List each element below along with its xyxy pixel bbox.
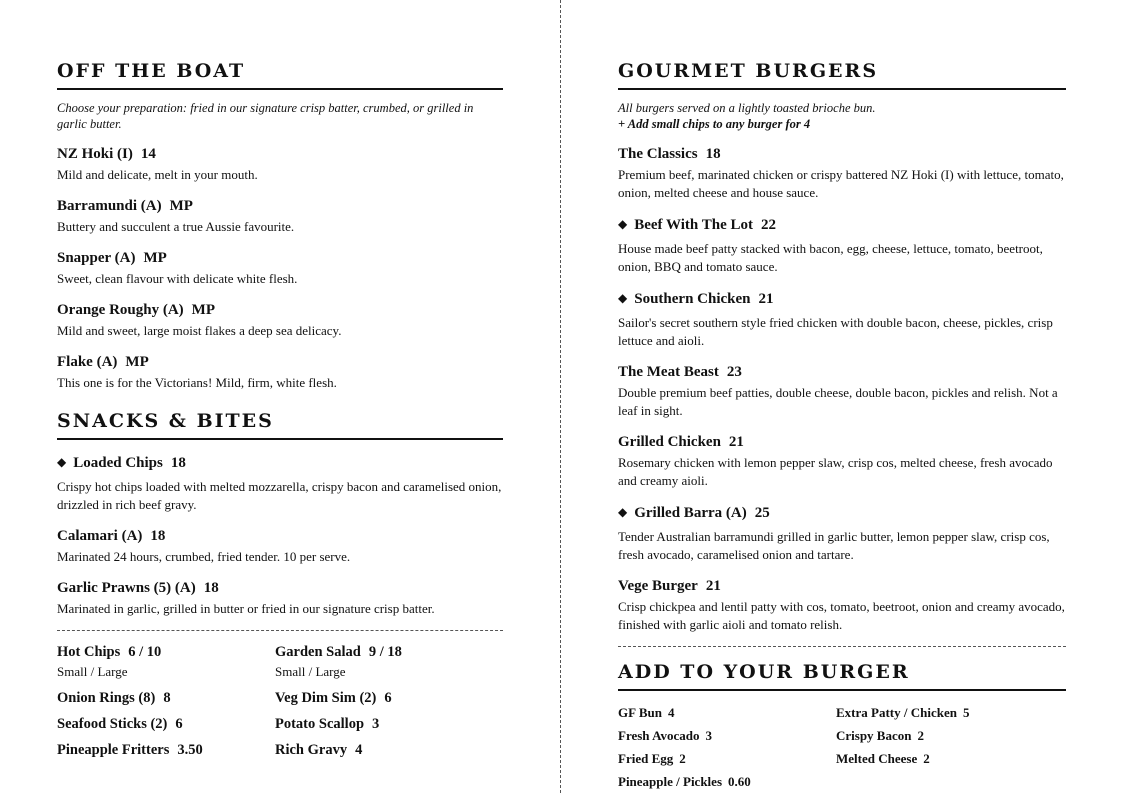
item-description: This one is for the Victorians! Mild, firm, white flesh. — [57, 375, 337, 390]
item-name: Barramundi (A) — [57, 198, 162, 214]
item-description: Buttery and succulent a true Aussie favourite. — [57, 219, 295, 234]
menu-item — [57, 197, 503, 236]
item-price: MP — [125, 354, 149, 370]
item-price: 14 — [140, 146, 156, 162]
item-price: 3 — [372, 716, 380, 732]
side-item — [57, 715, 275, 733]
addon-item — [836, 727, 1054, 744]
item-price: 23 — [726, 364, 742, 380]
item-description: Sailor's secret southern style fried chicken with double bacon, cheese, pickles, crisp lettuce and aioli. — [618, 315, 1053, 348]
item-price: 2 — [917, 728, 924, 743]
item-name: Extra Patty / Chicken — [836, 705, 957, 720]
item-name: Hot Chips — [57, 644, 121, 660]
item-name: Crispy Bacon — [836, 728, 912, 743]
item-name: Seafood Sticks (2) — [57, 716, 168, 732]
item-price: 3 — [705, 728, 712, 743]
item-name: Beef With The Lot — [634, 217, 753, 233]
item-price: 18 — [705, 146, 721, 162]
item-name: Melted Cheese — [836, 751, 918, 766]
item-description: Marinated in garlic, grilled in butter or fried in our signature crisp batter. — [57, 601, 435, 616]
section-title-add-to-burger: ADD TO YOUR BURGER — [618, 661, 1066, 691]
addon-item — [618, 773, 836, 790]
item-price: 6 / 10 — [128, 644, 162, 660]
addon-item — [618, 727, 836, 744]
menu-item-featured — [618, 215, 1066, 276]
item-price: 2 — [923, 751, 930, 766]
menu-item-featured — [618, 289, 1066, 350]
side-item — [275, 715, 493, 733]
side-item — [275, 643, 493, 681]
item-name: The Classics — [618, 146, 698, 162]
diamond-icon: ◆ — [618, 217, 628, 231]
item-name: Rich Gravy — [275, 742, 348, 758]
item-description: Mild and delicate, melt in your mouth. — [57, 167, 258, 182]
item-price: 18 — [203, 580, 219, 596]
item-name: The Meat Beast — [618, 364, 719, 380]
left-column — [57, 60, 503, 767]
section-intro: Choose your preparation: fried in our signature crisp batter, crumbed, or grilled in garlic butter. — [57, 101, 474, 131]
item-name: Orange Roughy (A) — [57, 302, 184, 318]
item-name: Veg Dim Sim (2) — [275, 690, 377, 706]
item-size-note: Small / Large — [57, 664, 128, 679]
item-description: Double premium beef patties, double cheese, double bacon, pickles and relish. Not a leaf in sight. — [618, 385, 1058, 418]
item-name: Garden Salad — [275, 644, 361, 660]
item-price: 4 — [355, 742, 363, 758]
item-name: Garlic Prawns (5) (A) — [57, 580, 196, 596]
menu-item — [57, 301, 503, 340]
item-price: 21 — [705, 578, 721, 594]
addon-item — [618, 704, 836, 721]
item-name: Southern Chicken — [634, 291, 751, 307]
menu-item — [57, 353, 503, 392]
item-price: 6 — [384, 690, 392, 706]
item-name: Grilled Chicken — [618, 434, 721, 450]
item-name: Fresh Avocado — [618, 728, 700, 743]
item-price: MP — [191, 302, 215, 318]
item-price: 18 — [150, 528, 166, 544]
item-description: Marinated 24 hours, crumbed, fried tender. 10 per serve. — [57, 549, 351, 564]
item-description: Crisp chickpea and lentil patty with cos, tomato, beetroot, onion and creamy avocado, finished with garlic aioli and tomato relish. — [618, 599, 1065, 632]
menu-item — [57, 579, 503, 618]
item-price: 4 — [667, 705, 675, 720]
item-name: Calamari (A) — [57, 528, 143, 544]
right-column — [618, 60, 1066, 790]
addon-item — [618, 750, 836, 767]
item-price: 21 — [728, 434, 744, 450]
menu-item — [57, 249, 503, 288]
item-price: 25 — [754, 505, 770, 521]
item-price: MP — [143, 250, 167, 266]
item-description: Rosemary chicken with lemon pepper slaw, crisp cos, melted cheese, fresh avocado and creamy aioli. — [618, 455, 1053, 488]
item-description: Tender Australian barramundi grilled in garlic butter, lemon pepper slaw, crisp cos, fresh avocado, caramelised onion and tartare. — [618, 529, 1050, 562]
side-item — [57, 741, 275, 759]
dashed-separator — [618, 646, 1066, 647]
item-price: 5 — [962, 705, 970, 720]
menu-item — [57, 527, 503, 566]
side-item — [57, 689, 275, 707]
item-size-note: Small / Large — [275, 664, 346, 679]
menu-item — [618, 577, 1066, 634]
diamond-icon: ◆ — [618, 291, 628, 305]
item-name: GF Bun — [618, 705, 662, 720]
item-description: House made beef patty stacked with bacon, egg, cheese, lettuce, tomato, beetroot, onion, BBQ and tomato sauce. — [618, 241, 1043, 274]
item-description: Sweet, clean flavour with delicate white flesh. — [57, 271, 298, 286]
item-price: 0.60 — [728, 774, 751, 789]
diamond-icon: ◆ — [618, 505, 628, 519]
item-name: Pineapple / Pickles — [618, 774, 722, 789]
menu-item — [618, 145, 1066, 202]
intro-chips-note: + Add small chips to any burger for 4 — [618, 117, 811, 131]
item-name: Pineapple Fritters — [57, 742, 170, 758]
menu-item — [618, 363, 1066, 420]
sides-grid — [57, 643, 503, 767]
menu-item — [618, 433, 1066, 490]
item-name: Vege Burger — [618, 578, 698, 594]
page-divider — [560, 0, 561, 793]
side-item — [275, 689, 493, 707]
item-name: Snapper (A) — [57, 250, 136, 266]
item-price: 18 — [170, 455, 186, 471]
item-name: Flake (A) — [57, 354, 118, 370]
side-item — [57, 643, 275, 681]
section-title-off-the-boat: OFF THE BOAT — [57, 60, 503, 90]
item-name: Loaded Chips — [73, 455, 163, 471]
item-price: 22 — [761, 217, 776, 233]
item-price: 21 — [758, 291, 774, 307]
menu-item — [57, 145, 503, 184]
side-item — [275, 741, 493, 759]
item-price: 2 — [679, 751, 686, 766]
item-name: Onion Rings (8) — [57, 690, 156, 706]
addon-item — [836, 704, 1054, 721]
menu-item-featured — [57, 453, 503, 514]
item-description: Premium beef, marinated chicken or crispy battered NZ Hoki (I) with lettuce, tomato, onion, melted cheese and house sauce. — [618, 167, 1064, 200]
item-price: 3.50 — [177, 742, 203, 758]
item-name: NZ Hoki (I) — [57, 146, 133, 162]
item-price: 9 / 18 — [368, 644, 402, 660]
item-price: 8 — [163, 690, 171, 706]
diamond-icon: ◆ — [57, 455, 67, 469]
item-description: Mild and sweet, large moist flakes a deep sea delicacy. — [57, 323, 342, 338]
addon-item — [836, 750, 1054, 767]
item-description: Crispy hot chips loaded with melted mozzarella, crispy bacon and caramelised onion, drizzled in rich beef gravy. — [57, 479, 502, 512]
item-name: Potato Scallop — [275, 716, 365, 732]
item-price: 6 — [175, 716, 183, 732]
dashed-separator — [57, 630, 503, 631]
section-intro — [618, 100, 1066, 132]
intro-line: All burgers served on a lightly toasted brioche bun. — [618, 101, 876, 115]
item-price: MP — [169, 198, 193, 214]
item-name: Grilled Barra (A) — [634, 505, 747, 521]
section-title-burgers: GOURMET BURGERS — [618, 60, 1066, 90]
menu-item-featured — [618, 503, 1066, 564]
addons-grid — [618, 704, 1066, 790]
section-title-snacks: SNACKS & BITES — [57, 410, 503, 440]
item-name: Fried Egg — [618, 751, 674, 766]
